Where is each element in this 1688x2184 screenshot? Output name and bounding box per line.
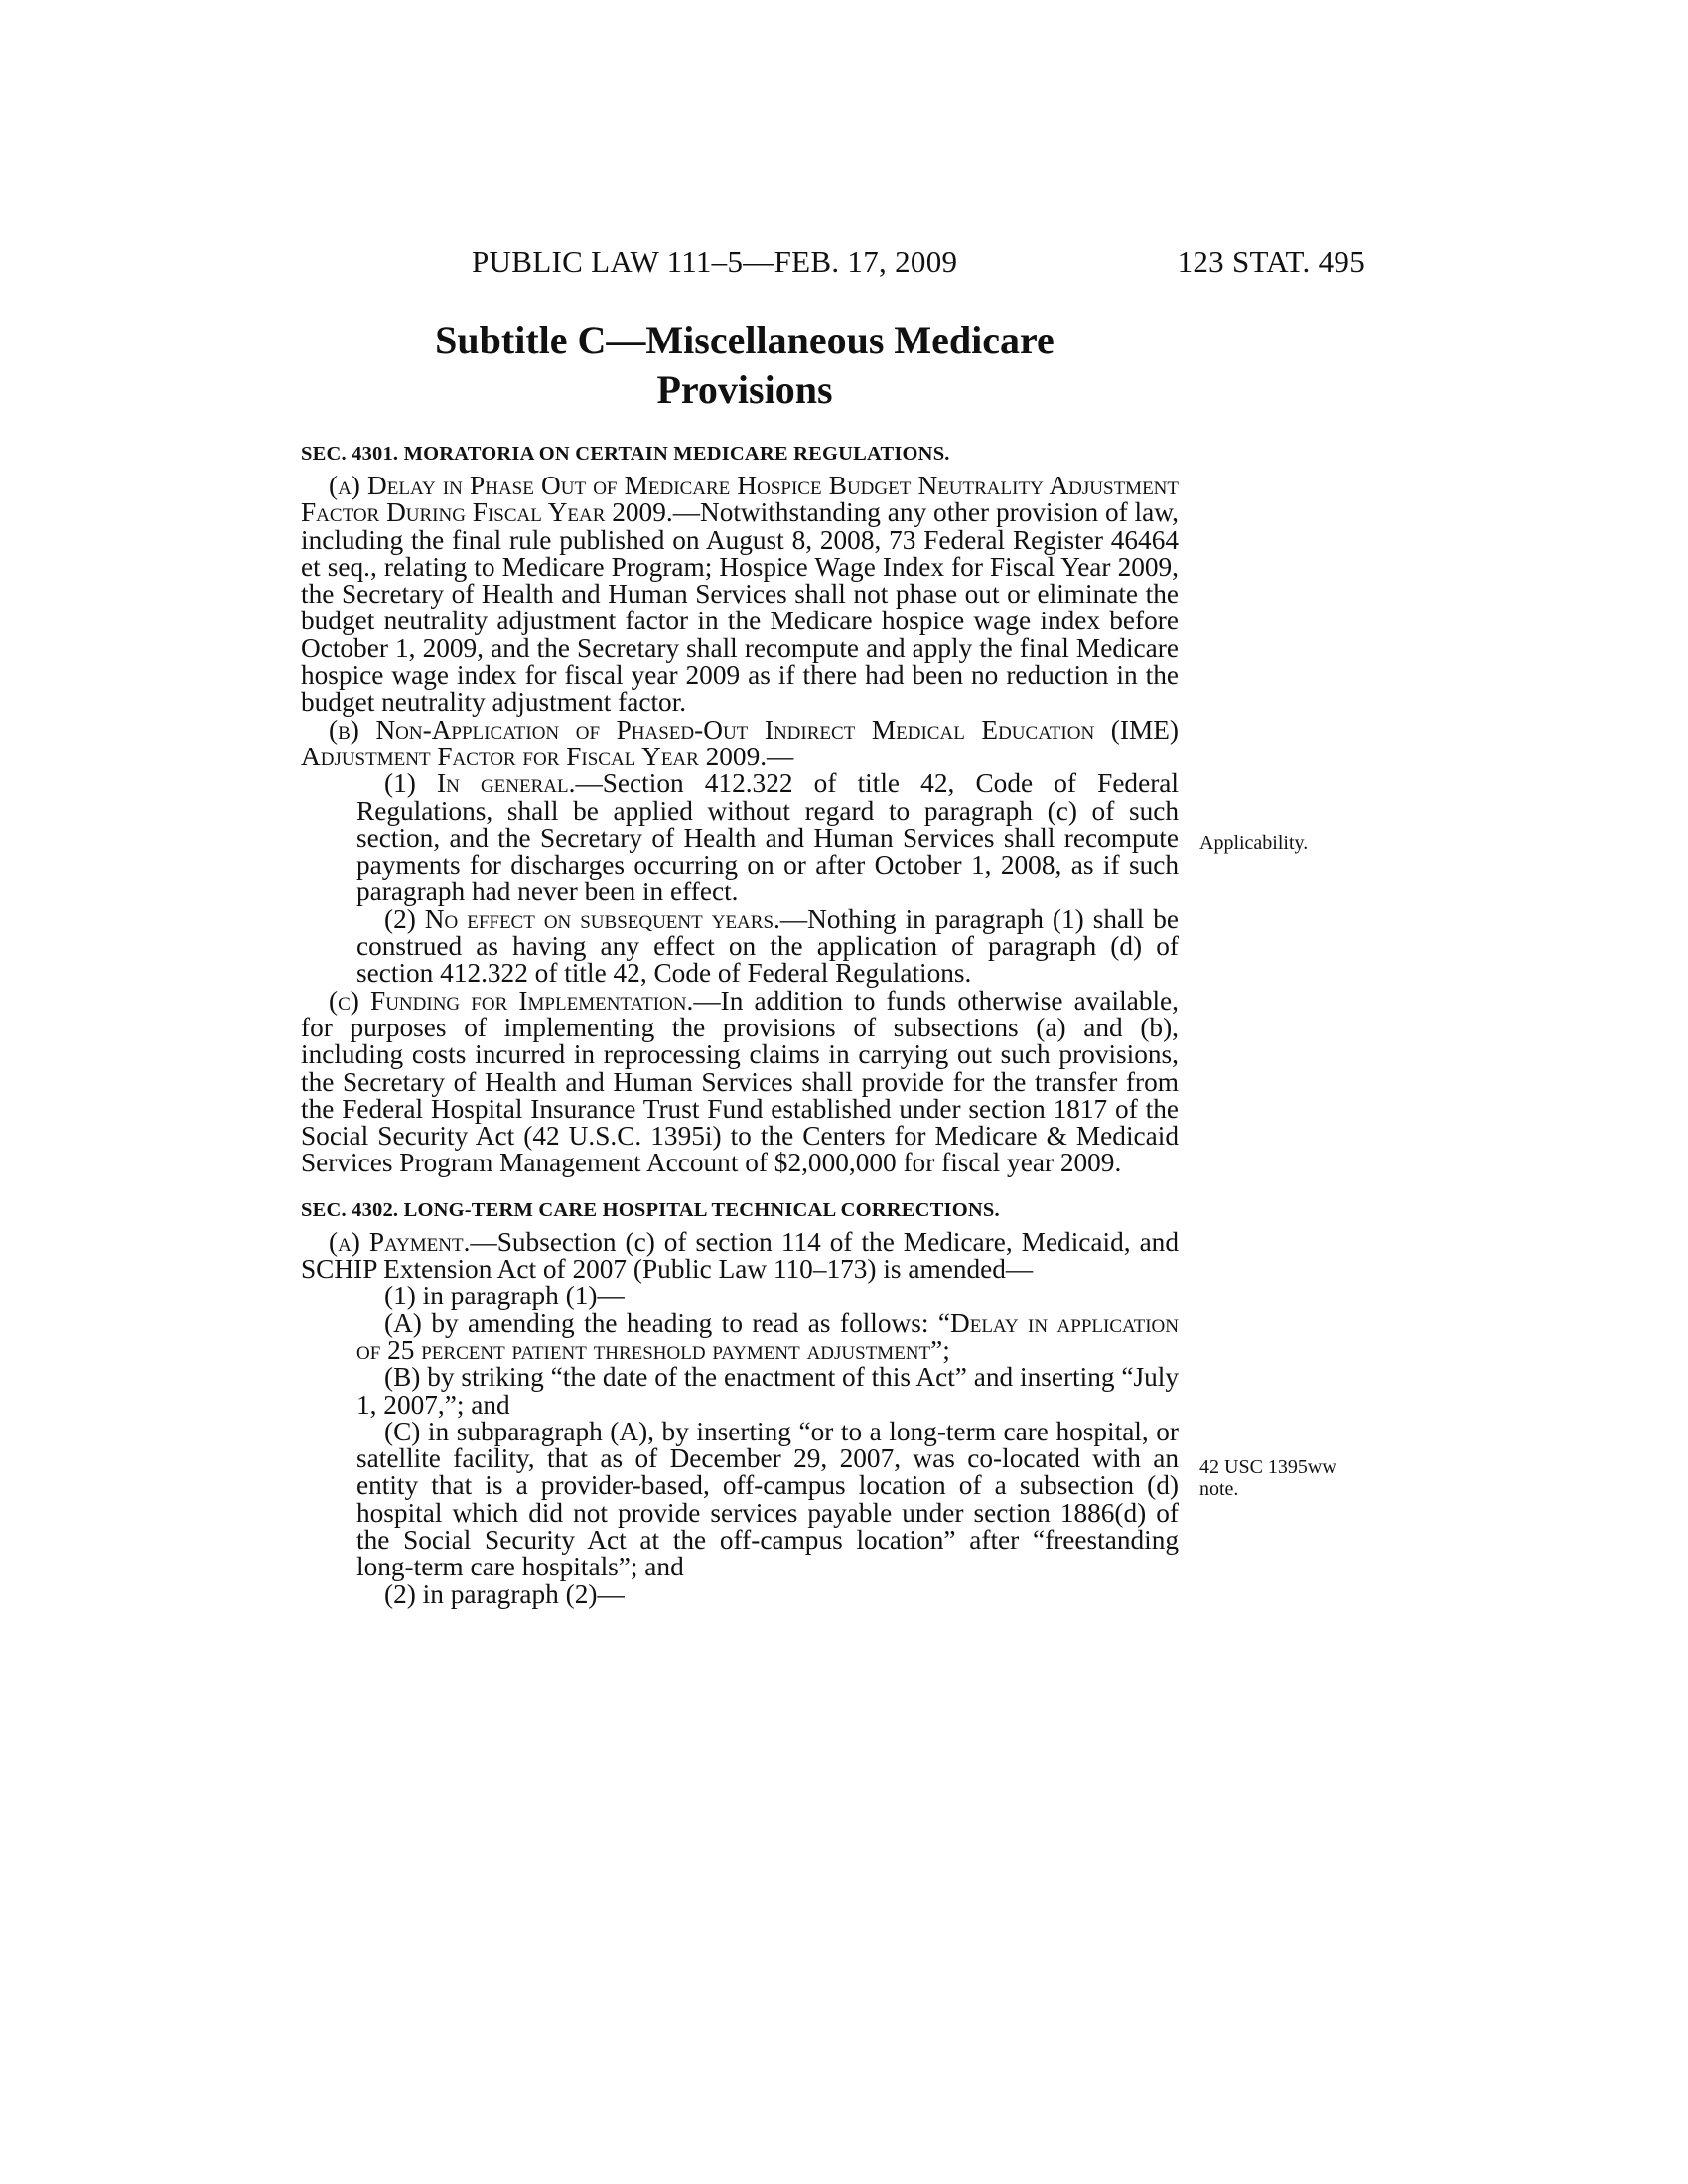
margin-note-usc-line-2: note. <box>1199 1478 1239 1500</box>
section-4301-subsection-b <box>301 714 1179 771</box>
section-4302-subparagraph-C: (C) in subparagraph (A), by inserting “or to a long-term care hospital, or satellite facility, that as of December 29, 2007, was co-located with an entity that is a provider-based, off-campus location of a subsection (d) hospital which did not provide services payable under section 1886(d) of the Social Security Act at the off-campus location” after “freestanding long-term care hospitals”; and <box>356 1416 1179 1582</box>
section-4301-paragraph-b1 <box>356 770 1179 905</box>
subtitle-line-2: Provisions <box>656 367 833 412</box>
section-4302-subsection-a <box>301 1226 1179 1285</box>
paragraph-b1-heading: (1) In general. <box>384 768 576 799</box>
document-body <box>301 439 1179 1608</box>
subtitle-heading <box>298 316 1192 415</box>
statute-page-number: 123 STAT. 495 <box>1177 244 1365 279</box>
subparagraph-A-post: ”; <box>930 1334 950 1365</box>
subsection-c-text: —In addition to funds otherwise available, for purposes of implementing the provisions of subsections (a) and (b), including costs incurred in reprocessing claims in carrying out such provisions, the Secretary of Health and Human Services shall provide for the transfer from the Federal Hospital Insurance Trust Fund established under section 1817 of the Social Security Act (42 U.S.C. 1395i) to the Centers for Medicare & Medicaid Services Program Management Account of $2,000,000 for fiscal year 2009. <box>301 985 1179 1178</box>
margin-note-usc-line-1: 42 USC 1395ww <box>1199 1456 1336 1478</box>
subsection-b-heading: (b) Non-Application of Phased-Out Indirect Medical Education (IME) Adjustment Factor for Fiscal Year 2009.— <box>301 714 1179 771</box>
section-4301-subsection-c <box>301 985 1179 1178</box>
section-4301-subsection-a <box>301 473 1179 717</box>
subparagraph-A-new-heading: Delay in application of 25 percent patient threshold payment adjustment <box>356 1307 1179 1365</box>
subsection-4302-a-text: —Subsection (c) of section 114 of the Medicare, Medicaid, and SCHIP Extension Act of 2007 (Public Law 110–173) is amended— <box>301 1226 1179 1285</box>
subparagraph-A-pre: (A) by amending the heading to read as follows: “ <box>384 1307 950 1338</box>
subsection-c-heading: (c) Funding for Implementation. <box>329 985 694 1016</box>
section-4302-subparagraph-A <box>356 1307 1179 1365</box>
section-4302-heading: SEC. 4302. LONG-TERM CARE HOSPITAL TECHNICAL CORRECTIONS. <box>301 1198 1000 1221</box>
paragraph-b2-heading: (2) No effect on subsequent years. <box>384 903 780 934</box>
section-4301-heading: SEC. 4301. MORATORIA ON CERTAIN MEDICARE REGULATIONS. <box>301 443 950 465</box>
section-4302-paragraph-2: (2) in paragraph (2)— <box>384 1578 625 1609</box>
running-header <box>472 244 1365 284</box>
margin-note-applicability: Applicability. <box>1199 832 1309 854</box>
margin-note-usc <box>1199 1456 1336 1500</box>
subsection-a-heading: (a) Delay in Phase Out of Medicare Hospice Budget Neutrality Adjustment Factor During Fiscal Year 2009. <box>301 471 1179 528</box>
paragraph-b2-text: —Nothing in paragraph (1) shall be construed as having any effect on the application of paragraph (d) of section 412.322 of title 42, Code of Federal Regulations. <box>356 903 1179 989</box>
section-4302-subparagraph-B: (B) by striking “the date of the enactment of this Act” and inserting “July 1, 2007,”; and <box>356 1362 1179 1420</box>
subsection-a-text: —Notwithstanding any other provision of law, including the final rule published on August 8, 2008, 73 Federal Register 46464 et seq., relating to Medicare Program; Hospice Wage Index for Fiscal Year 2009, the Secretary of Health and Human Services shall not phase out or eliminate the budget neutrality adjustment factor in the Medicare hospice wage index before October 1, 2009, and the Secretary shall recompute and apply the final Medicare hospice wage index for fiscal year 2009 as if there had been no reduction in the budget neutrality adjustment factor. <box>301 497 1180 718</box>
paragraph-b1-text: —Section 412.322 of title 42, Code of Federal Regulations, shall be applied without regard to paragraph (c) of such section, and the Secretary of Health and Human Services shall recompute payments for discharges occurring on or after October 1, 2008, as if such paragraph had never been in effect. <box>356 768 1179 907</box>
subtitle-line-1: Subtitle C—Miscellaneous Medicare <box>435 318 1055 362</box>
subsection-4302-a-heading: (a) Payment. <box>329 1226 471 1257</box>
public-law-citation: PUBLIC LAW 111–5—FEB. 17, 2009 <box>472 244 958 279</box>
section-4302-paragraph-1: (1) in paragraph (1)— <box>384 1281 625 1311</box>
section-4301-paragraph-b2 <box>356 903 1179 989</box>
